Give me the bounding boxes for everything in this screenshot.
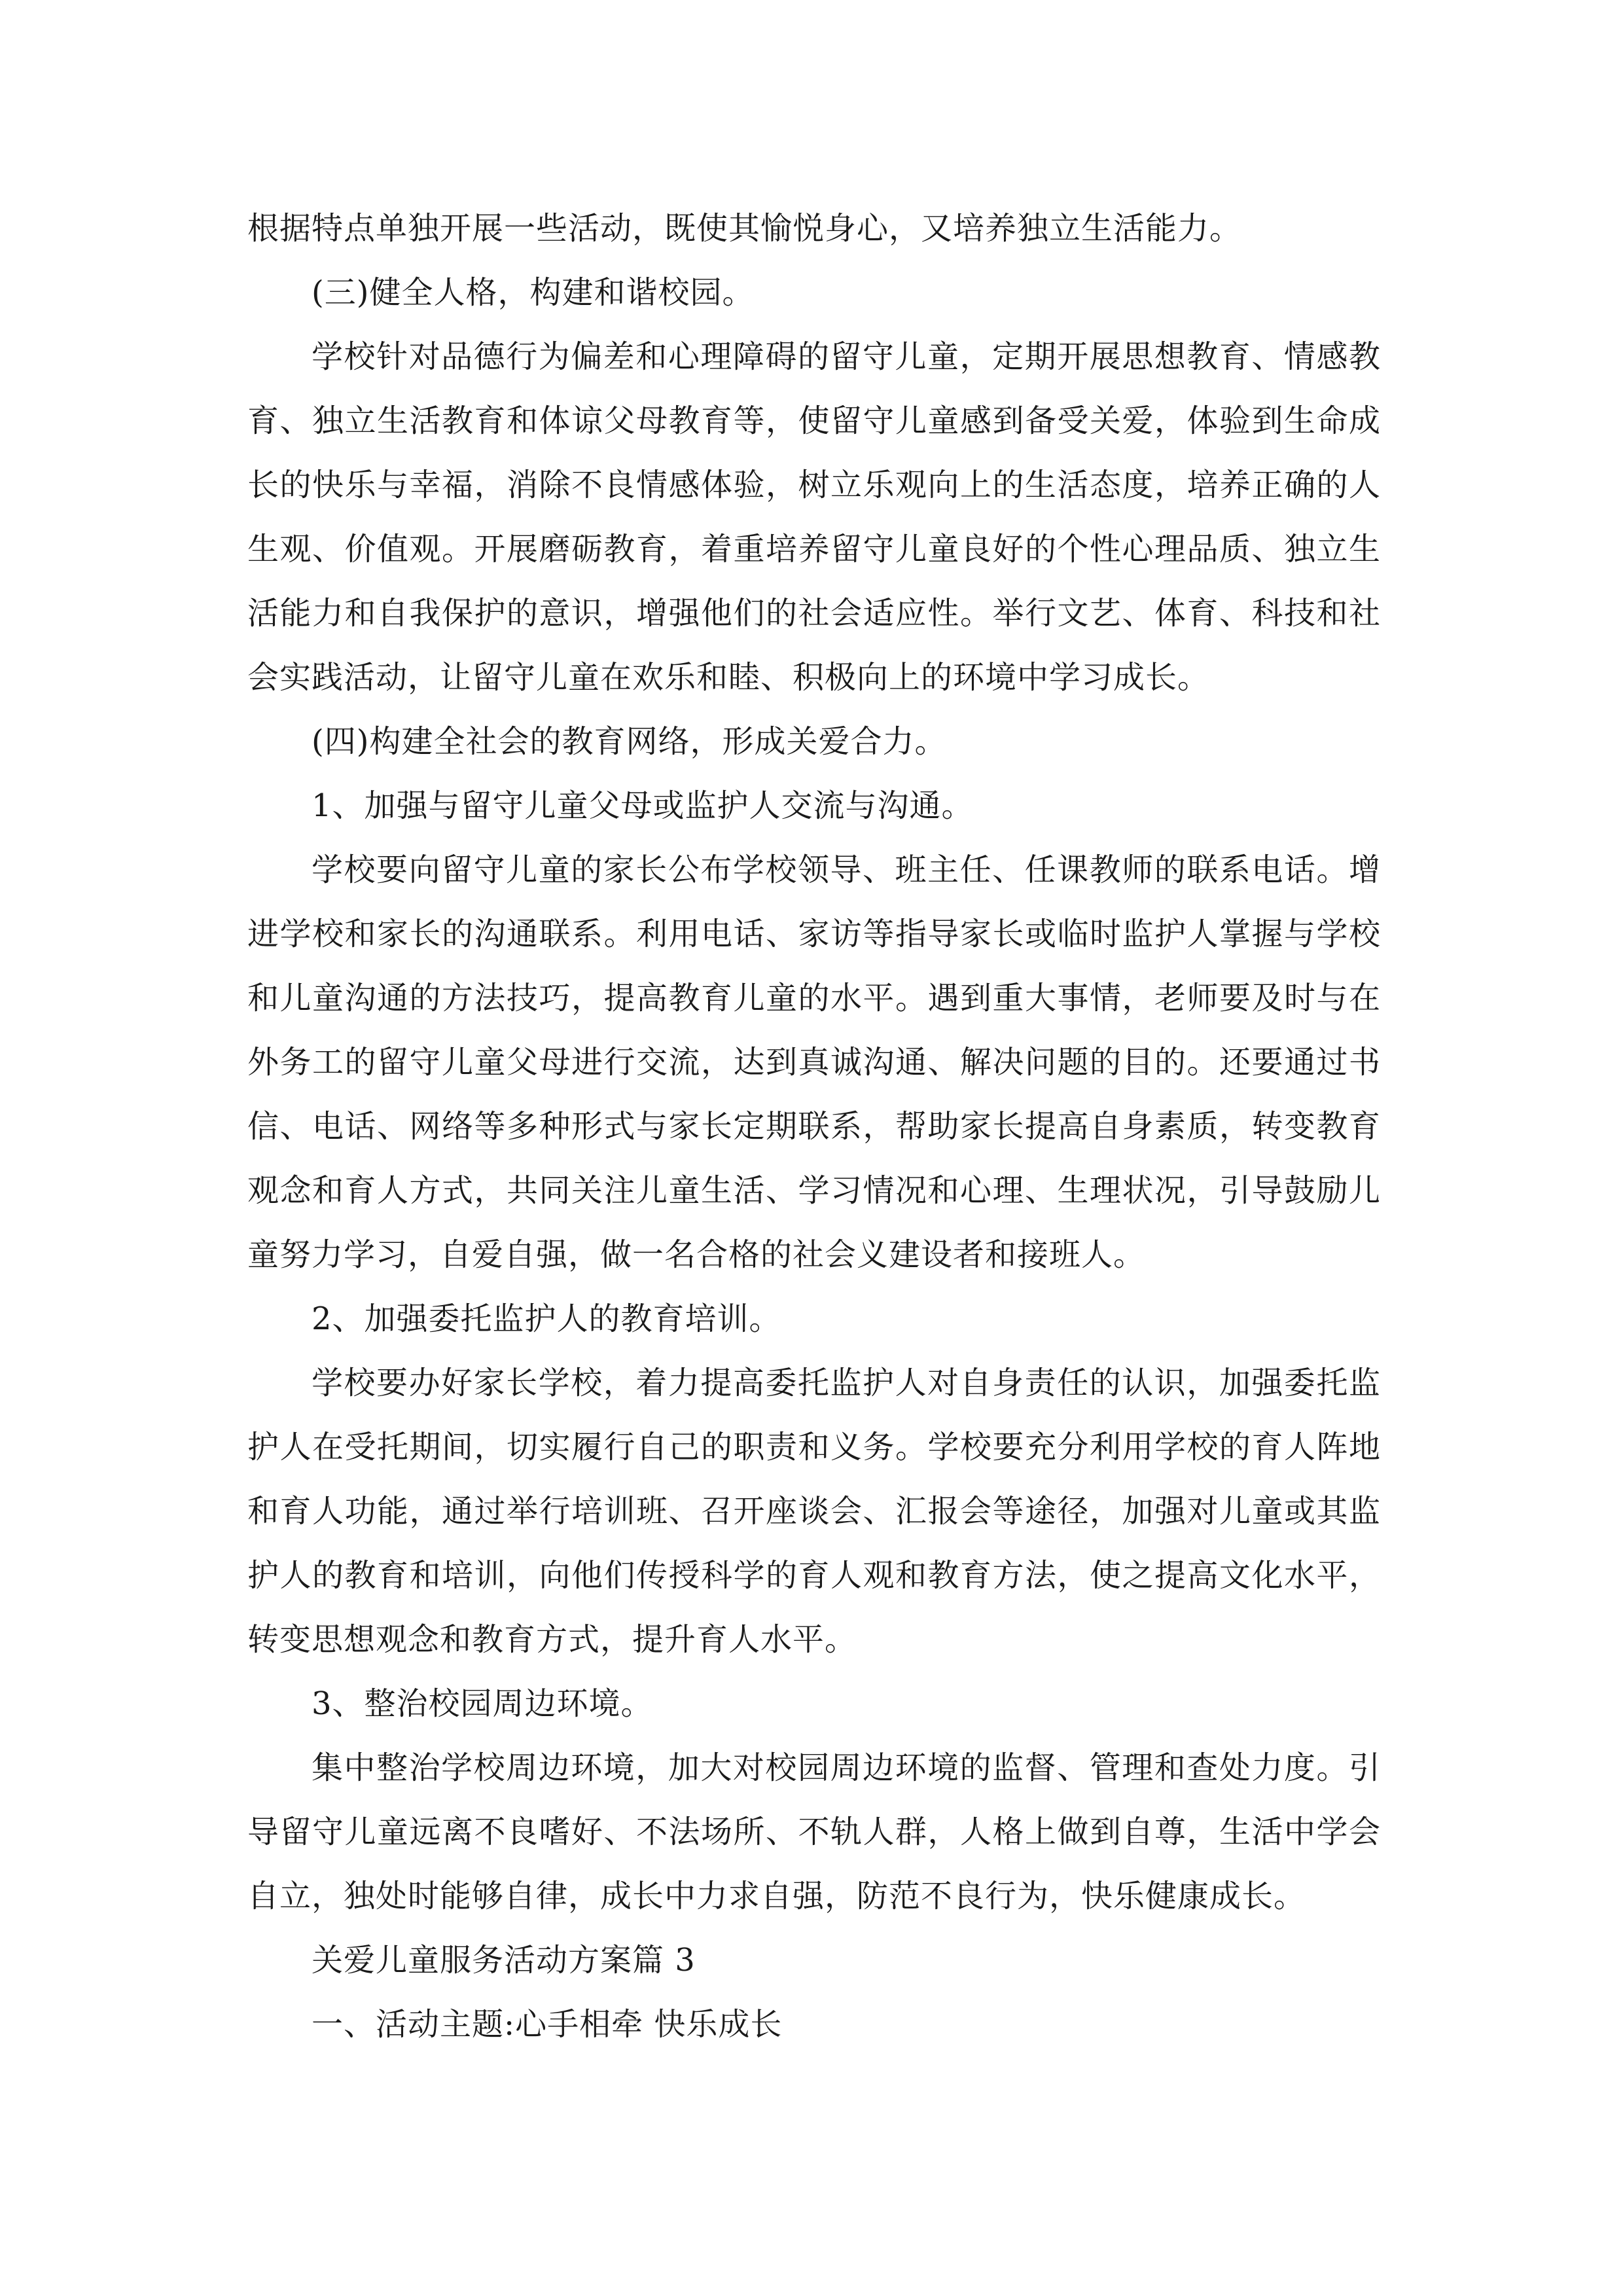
subheading-1: 1、加强与留守儿童父母或监护人交流与沟通。 <box>312 787 974 824</box>
paragraph-continuation: 根据特点单独开展一些活动，既使其愉悦身心，又培养独立生活能力。 <box>247 210 1242 247</box>
activity-theme: 一、活动主题:心手相牵 快乐成长 <box>312 2006 783 2043</box>
section-heading-4: (四)构建全社会的教育网络，形成关爱合力。 <box>312 723 947 760</box>
subheading-3: 3、整治校园周边环境。 <box>312 1685 653 1722</box>
document-body <box>247 196 1381 2056</box>
subheading-2: 2、加强委托监护人的教育培训。 <box>312 1300 781 1337</box>
paragraph-personality: 学校针对品德行为偏差和心理障碍的留守儿童，定期开展思想教育、情感教育、独立生活教育和体谅父母教育等，使留守儿童感到备受关爱，体验到生命成长的快乐与幸福，消除不良情感体验，树立乐观向上的生活态度，培养正确的人生观、价值观。开展磨砺教育，着重培养留守儿童良好的个性心理品质、独立生活能力和自我保护的意识，增强他们的社会适应性。举行文艺、体育、科技和社会实践活动，让留守儿童在欢乐和睦、积极向上的环境中学习成长。 <box>247 338 1381 696</box>
plan-title: 关爱儿童服务活动方案篇 3 <box>312 1942 696 1979</box>
paragraph-environment: 集中整治学校周边环境，加大对校园周边环境的监督、管理和查处力度。引导留守儿童远离不良嗜好、不法场所、不轨人群，人格上做到自尊，生活中学会自立，独处时能够自律，成长中力求自强，防范不良行为，快乐健康成长。 <box>247 1749 1381 1914</box>
paragraph-communication: 学校要向留守儿童的家长公布学校领导、班主任、任课教师的联系电话。增进学校和家长的沟通联系。利用电话、家访等指导家长或临时监护人掌握与学校和儿童沟通的方法技巧，提高教育儿童的水平。遇到重大事情，老师要及时与在外务工的留守儿童父母进行交流，达到真诚沟通、解决问题的目的。还要通过书信、电话、网络等多种形式与家长定期联系，帮助家长提高自身素质，转变教育观念和育人方式，共同关注儿童生活、学习情况和心理、生理状况，引导鼓励儿童努力学习，自爱自强，做一名合格的社会义建设者和接班人。 <box>247 852 1381 1273</box>
section-heading-3: (三)健全人格，构建和谐校园。 <box>312 274 755 311</box>
paragraph-training: 学校要办好家长学校，着力提高委托监护人对自身责任的认识，加强委托监护人在受托期间，切实履行自己的职责和义务。学校要充分利用学校的育人阵地和育人功能，通过举行培训班、召开座谈会、汇报会等途径，加强对儿童或其监护人的教育和培训，向他们传授科学的育人观和教育方法，使之提高文化水平，转变思想观念和教育方式，提升育人水平。 <box>247 1365 1381 1658</box>
